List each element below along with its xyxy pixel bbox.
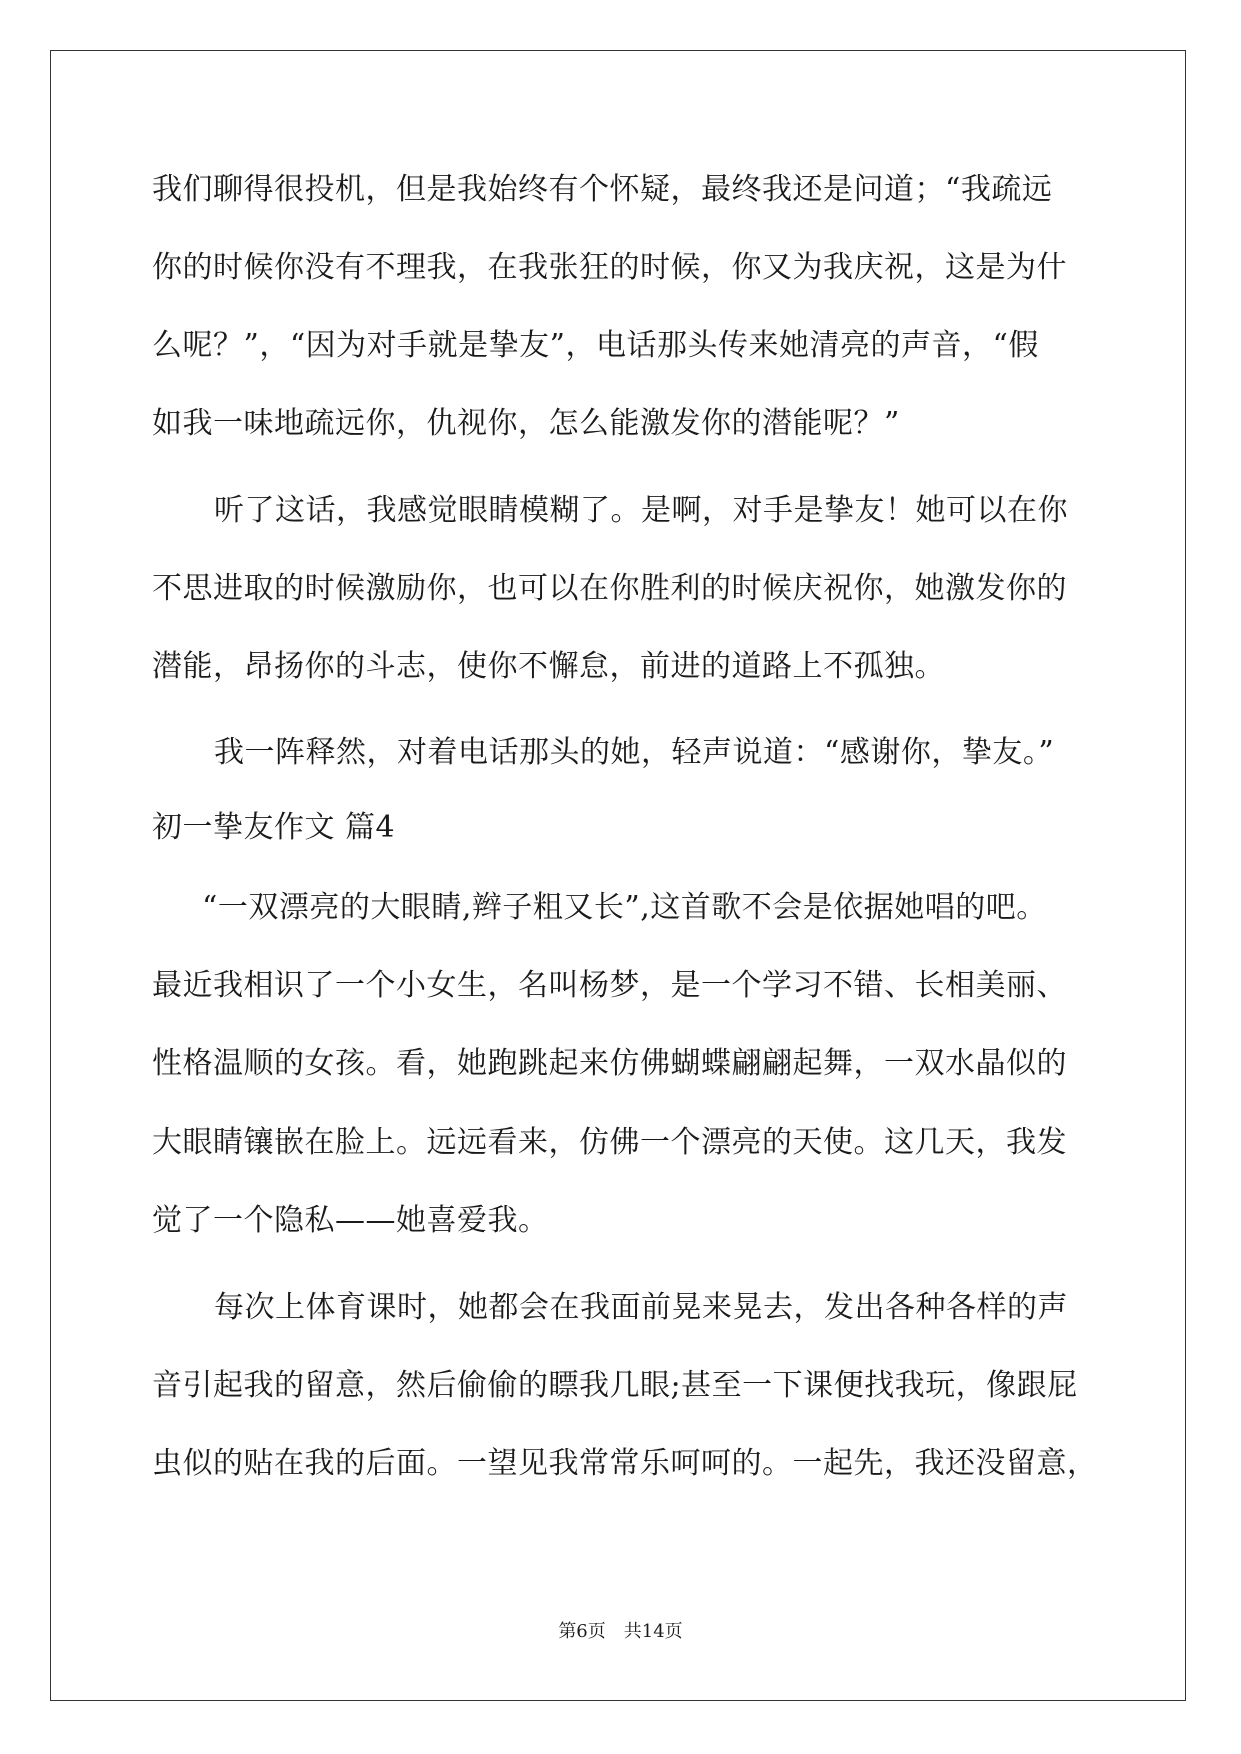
page-number: 第6页 [558, 1621, 606, 1642]
paragraph-line: 如我一味地疏远你，仇视你，怎么能激发你的潜能呢？” [152, 406, 900, 441]
paragraph-line: 每次上体育课时，她都会在我面前晃来晃去，发出各种各样的声 [214, 1290, 1068, 1325]
paragraph-line: 觉了一个隐私——她喜爱我。 [152, 1203, 549, 1238]
page-footer [0, 1620, 1241, 1644]
paragraph-line: 潜能，昂扬你的斗志，使你不懈怠，前进的道路上不孤独。 [152, 649, 945, 684]
paragraph-line: 不思进取的时候激励你，也可以在你胜利的时候庆祝你，她激发你的 [152, 571, 1067, 606]
page-total: 共14页 [623, 1621, 683, 1642]
paragraph-line: 音引起我的留意，然后偷偷的瞟我几眼;甚至一下课便找我玩，像跟屁 [152, 1368, 1078, 1403]
paragraph-line: 虫似的贴在我的后面。一望见我常常乐呵呵的。一起先，我还没留意， [152, 1446, 1098, 1481]
paragraph-line: 最近我相识了一个小女生，名叫杨梦，是一个学习不错、长相美丽、 [152, 968, 1067, 1003]
paragraph-line: 我一阵释然，对着电话那头的她，轻声说道：“感谢你，挚友。” [214, 735, 1055, 770]
paragraph-line: “一双漂亮的大眼睛,辫子粗又长”,这首歌不会是依据她唱的吧。 [202, 890, 1047, 925]
paragraph-line: 你的时候你没有不理我，在我张狂的时候，你又为我庆祝，这是为什 [152, 250, 1067, 285]
paragraph-line: 听了这话，我感觉眼睛模糊了。是啊，对手是挚友！她可以在你 [214, 493, 1068, 528]
paragraph-line: 么呢？”，“因为对手就是挚友”，电话那头传来她清亮的声音，“假 [152, 328, 1039, 363]
paragraph-line: 我们聊得很投机，但是我始终有个怀疑，最终我还是问道；“我疏远 [152, 172, 1053, 207]
paragraph-line: 性格温顺的女孩。看，她跑跳起来仿佛蝴蝶翩翩起舞，一双水晶似的 [152, 1046, 1067, 1081]
section-heading: 初一挚友作文 篇4 [152, 810, 396, 845]
paragraph-line: 大眼睛镶嵌在脸上。远远看来，仿佛一个漂亮的天使。这几天，我发 [152, 1125, 1067, 1160]
